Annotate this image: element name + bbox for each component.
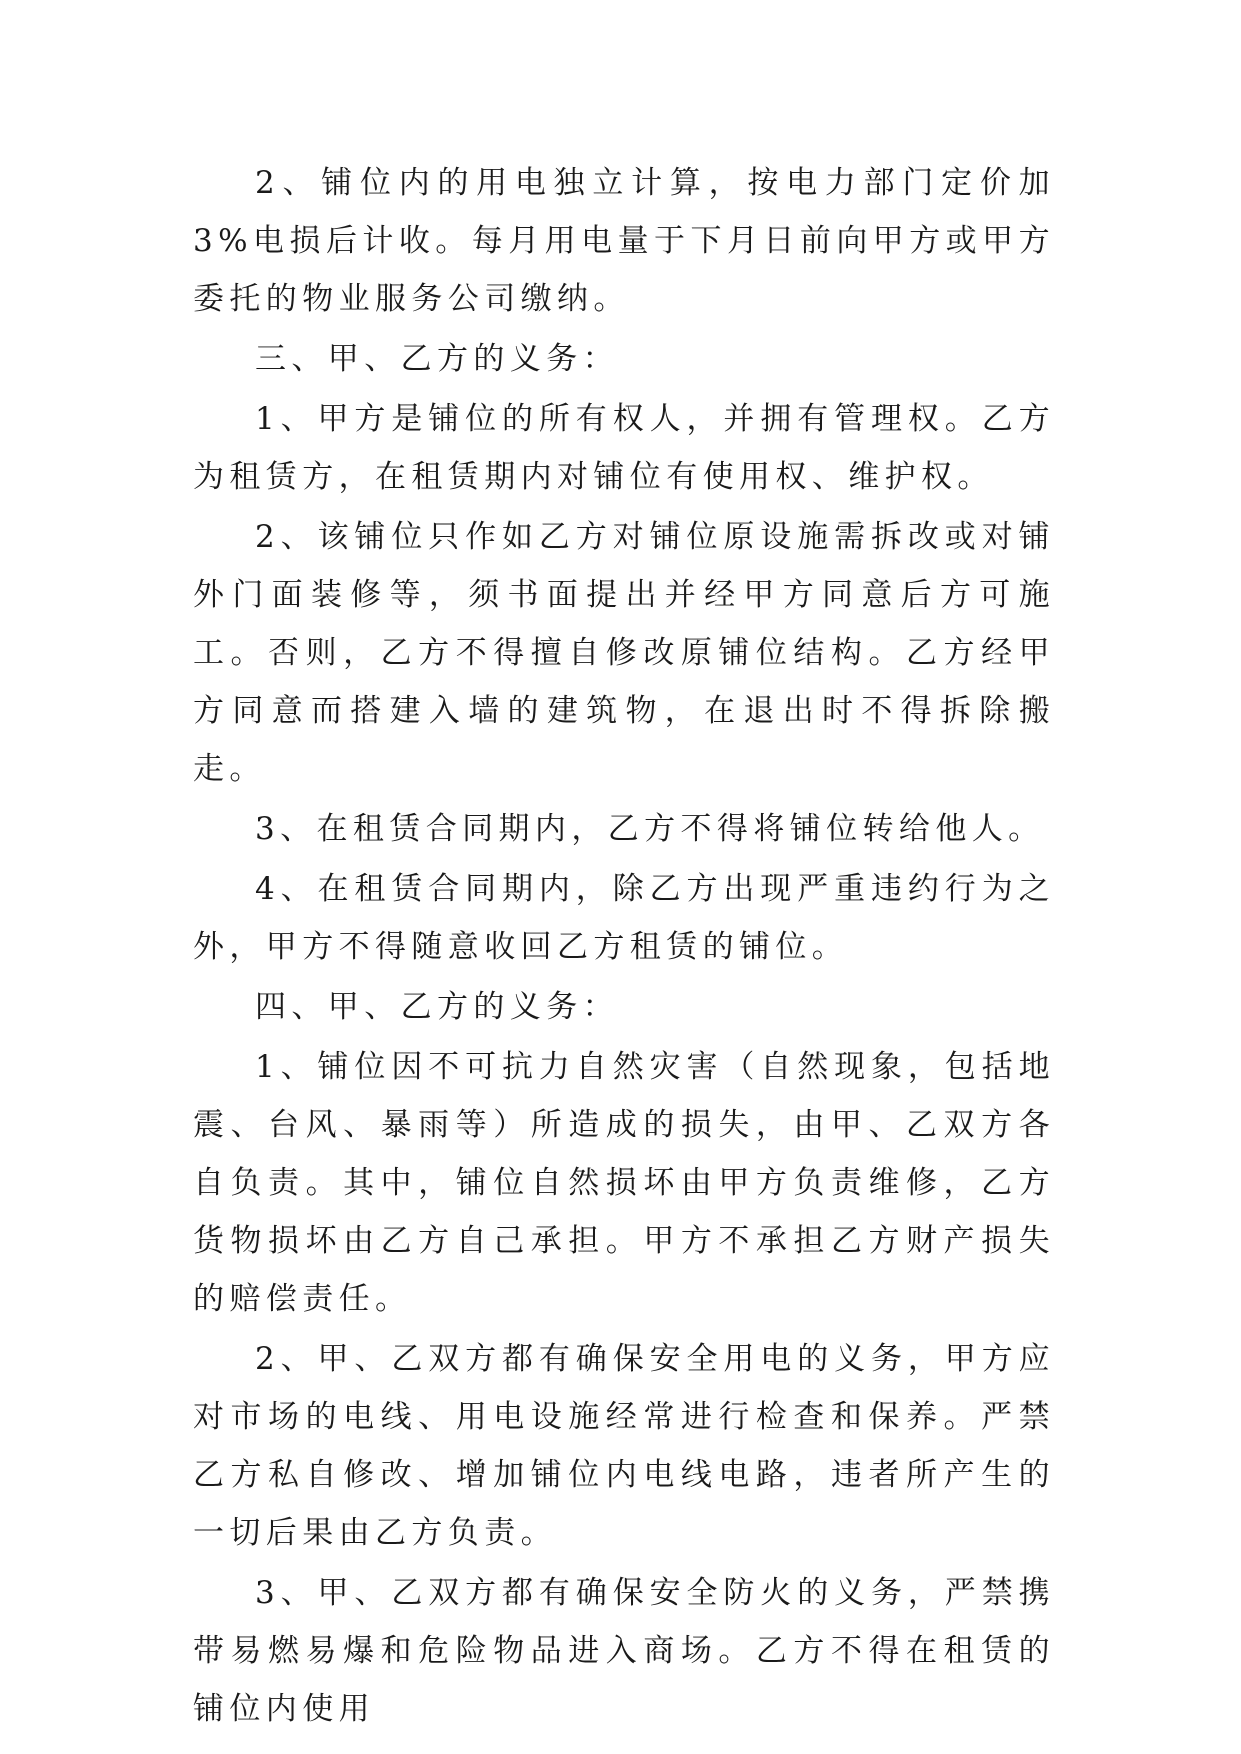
paragraph-electrical-safety: 2、甲、乙双方都有确保安全用电的义务，甲方应对市场的电线、用电设施经常进行检查和保养。严禁乙方私自修改、增加铺位内电线电路，违者所产生的一切后果由乙方负责。 — [193, 1341, 1055, 1551]
paragraph-electricity-billing: 2、铺位内的用电独立计算，按电力部门定价加 3%电损后计收。每月用电量于下月日前向甲方或甲方委托的物业服务公司缴纳。 — [193, 165, 1055, 317]
paragraph-fire-safety: 3、甲、乙双方都有确保安全防火的义务，严禁携带易燃易爆和危险物品进入商场。乙方不得在租赁的铺位内使用 — [193, 1575, 1055, 1727]
document-body — [193, 154, 1055, 1738]
paragraph-force-majeure: 1、铺位因不可抗力自然灾害（自然现象，包括地震、台风、暴雨等）所造成的损失，由甲、乙双方各自负责。其中，铺位自然损坏由甲方负责维修，乙方货物损坏由乙方自己承担。甲方不承担乙方财产损失的赔偿责任。 — [193, 1049, 1055, 1317]
paragraph-ownership-rights: 1、甲方是铺位的所有权人，并拥有管理权。乙方为租赁方，在租赁期内对铺位有使用权、维护权。 — [193, 401, 1055, 495]
section-heading-obligations-4: 四、甲、乙方的义务： — [255, 989, 619, 1025]
paragraph-no-sublease: 3、在租赁合同期内，乙方不得将铺位转给他人。 — [255, 811, 1045, 847]
paragraph-no-reclaim: 4、在租赁合同期内，除乙方出现严重违约行为之外，甲方不得随意收回乙方租赁的铺位。 — [193, 871, 1055, 965]
paragraph-renovation-rules: 2、该铺位只作如乙方对铺位原设施需拆改或对铺外门面装修等，须书面提出并经甲方同意后方可施工。否则，乙方不得擅自修改原铺位结构。乙方经甲方同意而搭建入墙的建筑物，在退出时不得拆除搬走。 — [193, 519, 1055, 787]
section-heading-obligations-3: 三、甲、乙方的义务： — [255, 341, 619, 377]
